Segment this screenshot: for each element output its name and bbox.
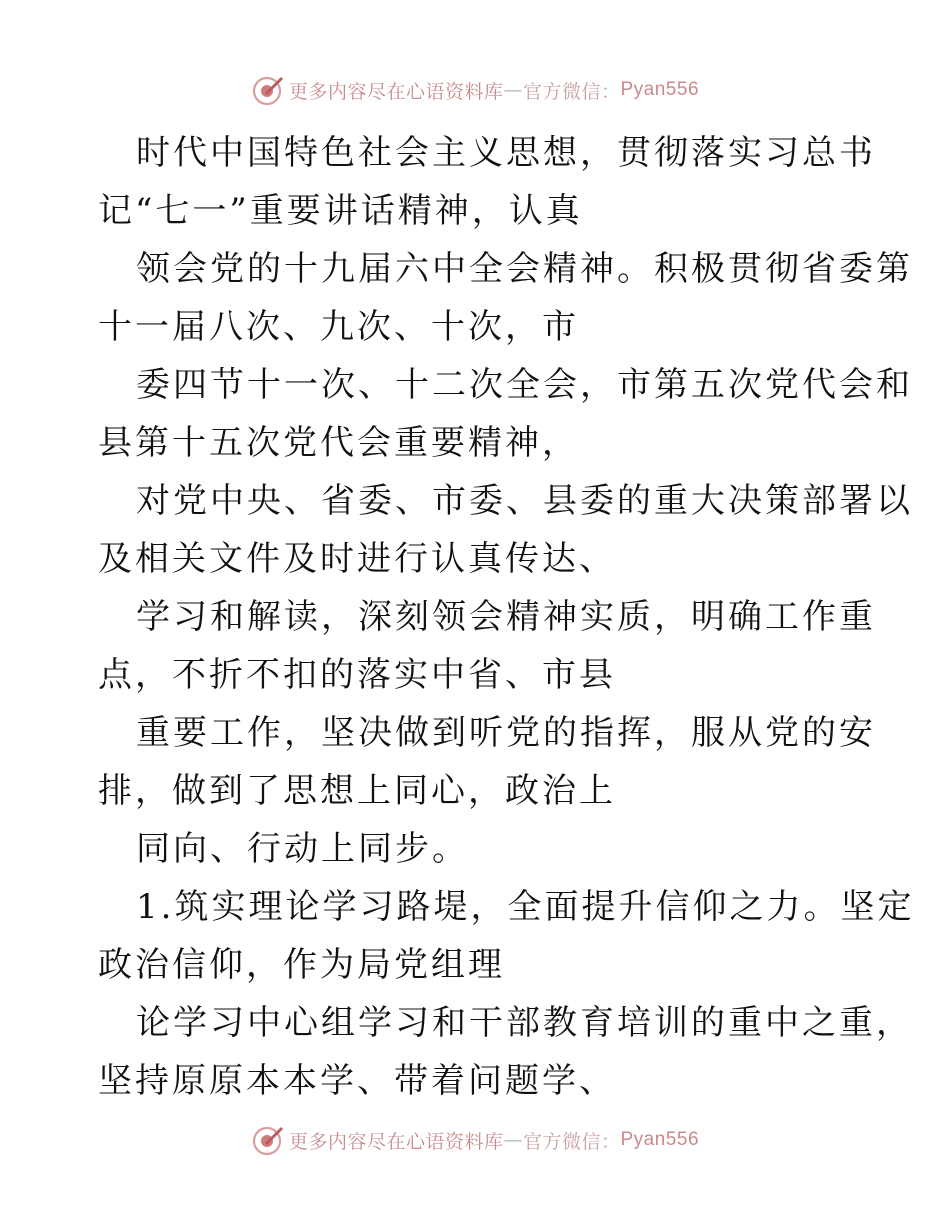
text-line: 点，不折不扣的落实中省、市县 [98, 655, 616, 695]
text-line: 政治信仰，作为局党组理 [98, 945, 505, 985]
document-body [98, 124, 915, 1110]
text-line: 1.筑实理论学习路堤，全面提升信仰之力。坚定 [136, 887, 915, 927]
watermark-contact-label: 官方微信： [522, 1130, 621, 1153]
text-line: 领会党的十九届六中全会精神。积极贯彻省委第 [136, 249, 913, 289]
watermark-brand: 更多内容尽在心语资料库 [288, 1130, 504, 1153]
text-line: 委四节十一次、十二次全会，市第五次党代会和 [136, 365, 913, 405]
text-line: 重要工作，坚决做到听党的指挥，服从党的安 [136, 713, 876, 753]
text-line: 及相关文件及时进行认真传达、 [98, 539, 616, 579]
text-line: 论学习中心组学习和干部教育培训的重中之重， [136, 1003, 913, 1043]
watermark-dash: — [503, 79, 523, 101]
header-watermark [0, 70, 950, 110]
text-line: 十一届八次、九次、十次，市 [98, 307, 579, 347]
text-line: 同向、行动上同步。 [136, 829, 469, 869]
text-line: 时代中国特色社会主义思想，贯彻落实习总书 [136, 133, 876, 173]
watermark-contact-label: 官方微信： [522, 80, 621, 103]
pen-logo-icon [251, 1123, 285, 1157]
text-line: 排，做到了思想上同心，政治上 [98, 771, 616, 811]
watermark-wechat-id: Pyan556 [620, 1129, 700, 1150]
watermark-dash: — [503, 1129, 523, 1151]
text-line: 县第十五次党代会重要精神， [98, 423, 579, 463]
text-line: 学习和解读，深刻领会精神实质，明确工作重 [136, 597, 876, 637]
text-line: 对党中央、省委、市委、县委的重大决策部署以 [136, 481, 913, 521]
pen-logo-icon [251, 73, 285, 107]
text-line: 坚持原原本本学、带着问题学、 [98, 1061, 616, 1101]
footer-watermark [0, 1120, 950, 1160]
watermark-brand: 更多内容尽在心语资料库 [288, 80, 504, 103]
watermark-wechat-id: Pyan556 [620, 79, 700, 100]
text-line: 记“七一”重要讲话精神，认真 [98, 191, 583, 231]
